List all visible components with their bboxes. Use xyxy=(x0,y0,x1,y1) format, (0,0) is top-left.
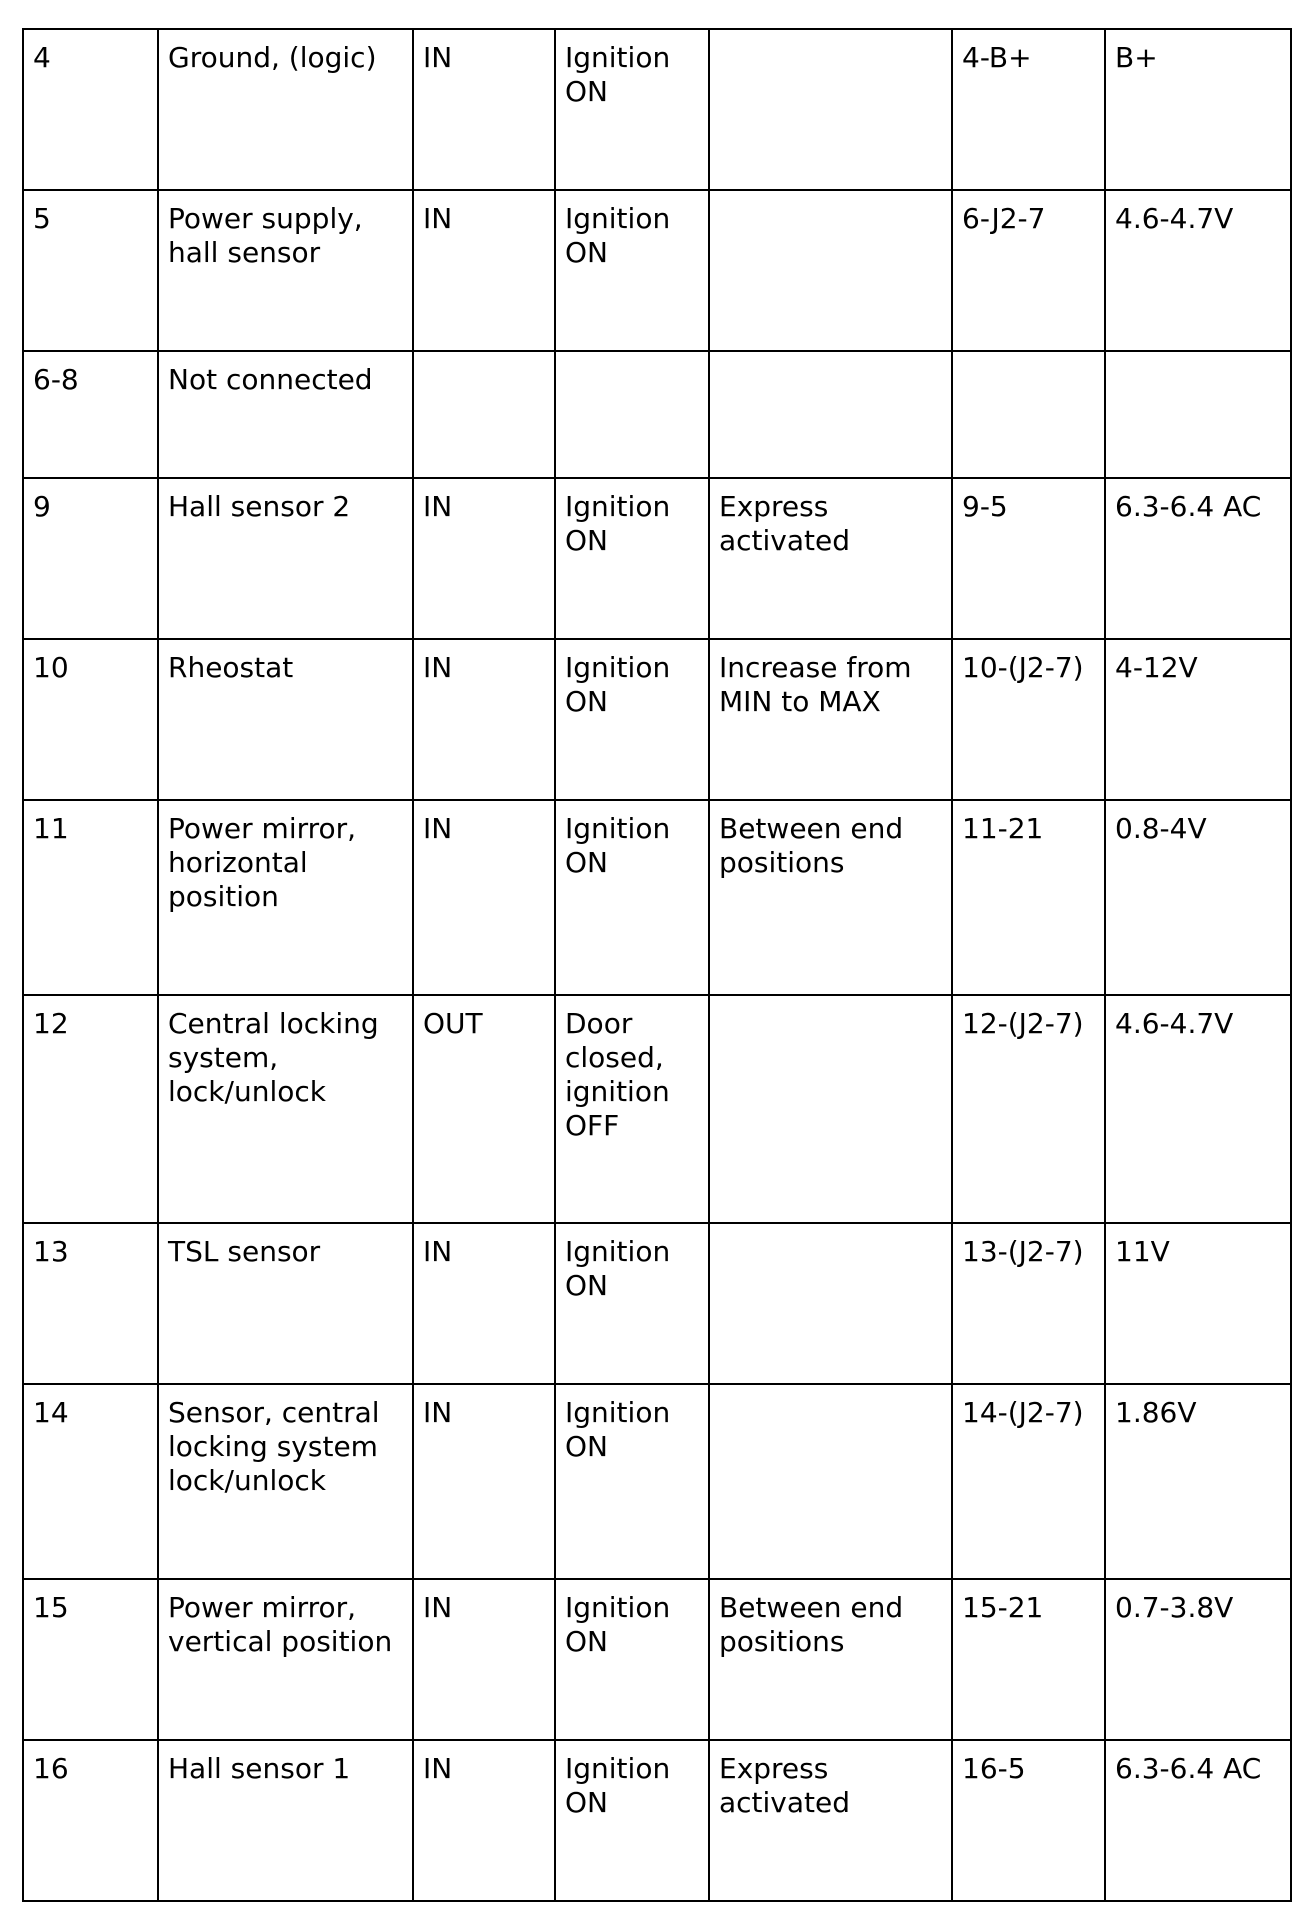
table-row xyxy=(23,190,1291,351)
pin-cell: 15 xyxy=(23,1579,158,1740)
action-cell xyxy=(709,995,952,1223)
measure-cell: 6-J2-7 xyxy=(952,190,1105,351)
description-cell: Not connected xyxy=(158,351,413,478)
value-cell: 4.6-4.7V xyxy=(1105,995,1291,1223)
description-cell: Rheostat xyxy=(158,639,413,800)
action-cell: Between end positions xyxy=(709,1579,952,1740)
description-cell: Central locking system, lock/unlock xyxy=(158,995,413,1223)
table-row xyxy=(23,1384,1291,1579)
action-cell xyxy=(709,1384,952,1579)
condition-cell: Ignition ON xyxy=(555,29,709,190)
table-row xyxy=(23,1740,1291,1901)
value-cell: 0.8-4V xyxy=(1105,800,1291,995)
action-cell: Express activated xyxy=(709,1740,952,1901)
description-cell: Hall sensor 1 xyxy=(158,1740,413,1901)
table-row xyxy=(23,1223,1291,1384)
action-cell xyxy=(709,29,952,190)
direction-cell xyxy=(413,351,555,478)
description-cell: Hall sensor 2 xyxy=(158,478,413,639)
value-cell xyxy=(1105,351,1291,478)
direction-cell: IN xyxy=(413,1223,555,1384)
value-cell: 1.86V xyxy=(1105,1384,1291,1579)
pin-cell: 14 xyxy=(23,1384,158,1579)
direction-cell: IN xyxy=(413,478,555,639)
direction-cell: IN xyxy=(413,29,555,190)
condition-cell: Ignition ON xyxy=(555,478,709,639)
condition-cell xyxy=(555,351,709,478)
pin-cell: 10 xyxy=(23,639,158,800)
measure-cell: 11-21 xyxy=(952,800,1105,995)
measure-cell xyxy=(952,351,1105,478)
description-cell: Ground, (logic) xyxy=(158,29,413,190)
measure-cell: 4-B+ xyxy=(952,29,1105,190)
condition-cell: Ignition ON xyxy=(555,1223,709,1384)
pin-table-body xyxy=(23,29,1291,1901)
pin-cell: 12 xyxy=(23,995,158,1223)
pin-cell: 5 xyxy=(23,190,158,351)
condition-cell: Ignition ON xyxy=(555,1384,709,1579)
condition-cell: Door closed, ignition OFF xyxy=(555,995,709,1223)
value-cell: 6.3-6.4 AC xyxy=(1105,478,1291,639)
measure-cell: 12-(J2-7) xyxy=(952,995,1105,1223)
value-cell: 4-12V xyxy=(1105,639,1291,800)
condition-cell: Ignition ON xyxy=(555,639,709,800)
action-cell xyxy=(709,1223,952,1384)
pin-table xyxy=(22,28,1292,1902)
measure-cell: 9-5 xyxy=(952,478,1105,639)
direction-cell: OUT xyxy=(413,995,555,1223)
direction-cell: IN xyxy=(413,190,555,351)
description-cell: TSL sensor xyxy=(158,1223,413,1384)
pin-cell: 13 xyxy=(23,1223,158,1384)
condition-cell: Ignition ON xyxy=(555,1579,709,1740)
measure-cell: 14-(J2-7) xyxy=(952,1384,1105,1579)
table-row xyxy=(23,639,1291,800)
pin-cell: 9 xyxy=(23,478,158,639)
direction-cell: IN xyxy=(413,1740,555,1901)
direction-cell: IN xyxy=(413,800,555,995)
description-cell: Power mirror, horizontal position xyxy=(158,800,413,995)
measure-cell: 13-(J2-7) xyxy=(952,1223,1105,1384)
table-row xyxy=(23,478,1291,639)
action-cell xyxy=(709,351,952,478)
description-cell: Power supply, hall sensor xyxy=(158,190,413,351)
description-cell: Sensor, central locking system lock/unlock xyxy=(158,1384,413,1579)
table-row xyxy=(23,1579,1291,1740)
pin-cell: 6-8 xyxy=(23,351,158,478)
direction-cell: IN xyxy=(413,639,555,800)
value-cell: 6.3-6.4 AC xyxy=(1105,1740,1291,1901)
action-cell xyxy=(709,190,952,351)
value-cell: 11V xyxy=(1105,1223,1291,1384)
table-row xyxy=(23,351,1291,478)
measure-cell: 10-(J2-7) xyxy=(952,639,1105,800)
action-cell: Express activated xyxy=(709,478,952,639)
pin-cell: 11 xyxy=(23,800,158,995)
pin-cell: 4 xyxy=(23,29,158,190)
direction-cell: IN xyxy=(413,1384,555,1579)
description-cell: Power mirror, vertical position xyxy=(158,1579,413,1740)
value-cell: 0.7-3.8V xyxy=(1105,1579,1291,1740)
table-row xyxy=(23,29,1291,190)
condition-cell: Ignition ON xyxy=(555,190,709,351)
condition-cell: Ignition ON xyxy=(555,1740,709,1901)
action-cell: Increase from MIN to MAX xyxy=(709,639,952,800)
direction-cell: IN xyxy=(413,1579,555,1740)
value-cell: 4.6-4.7V xyxy=(1105,190,1291,351)
table-row xyxy=(23,995,1291,1223)
value-cell: B+ xyxy=(1105,29,1291,190)
measure-cell: 16-5 xyxy=(952,1740,1105,1901)
pin-cell: 16 xyxy=(23,1740,158,1901)
condition-cell: Ignition ON xyxy=(555,800,709,995)
action-cell: Between end positions xyxy=(709,800,952,995)
table-row xyxy=(23,800,1291,995)
measure-cell: 15-21 xyxy=(952,1579,1105,1740)
